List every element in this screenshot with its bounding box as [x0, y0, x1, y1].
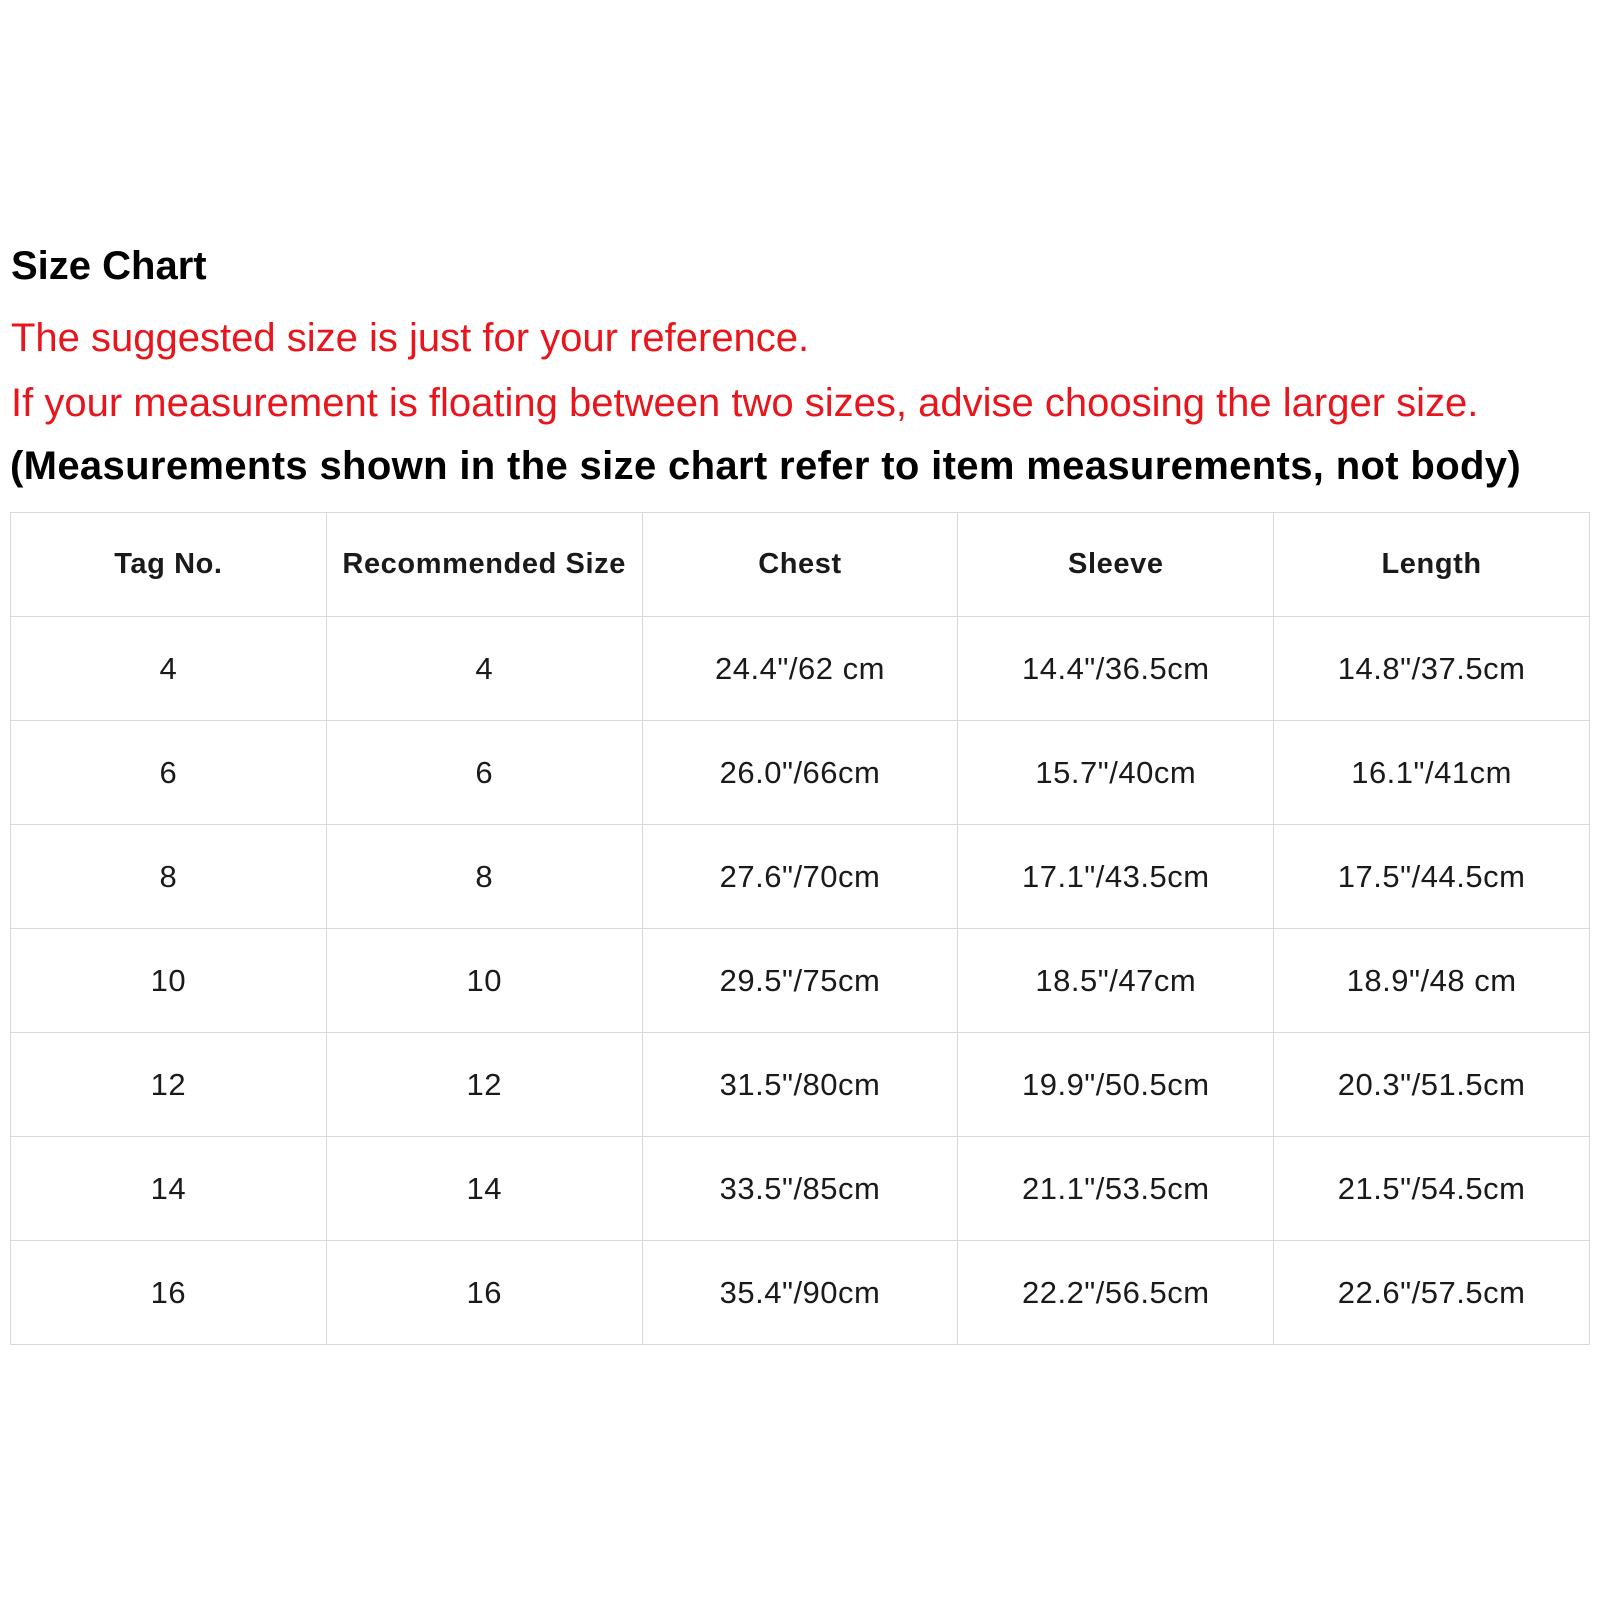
length-cell: 20.3"/51.5cm — [1274, 1033, 1590, 1137]
table-row — [11, 1137, 1590, 1241]
table-row — [11, 721, 1590, 825]
sleeve-cell: 15.7"/40cm — [958, 721, 1274, 825]
tag-no-cell: 4 — [11, 617, 327, 721]
length-cell: 22.6"/57.5cm — [1274, 1241, 1590, 1345]
recommended-size-cell: 12 — [326, 1033, 642, 1137]
recommended-size-cell: 14 — [326, 1137, 642, 1241]
chest-cell: 24.4"/62 cm — [642, 617, 958, 721]
length-cell: 17.5"/44.5cm — [1274, 825, 1590, 929]
chest-cell: 26.0"/66cm — [642, 721, 958, 825]
tag-no-cell: 6 — [11, 721, 327, 825]
tag-no-cell: 12 — [11, 1033, 327, 1137]
chest-cell: 31.5"/80cm — [642, 1033, 958, 1137]
length-cell: 18.9"/48 cm — [1274, 929, 1590, 1033]
tag-no-cell: 8 — [11, 825, 327, 929]
reference-note: The suggested size is just for your reference. — [11, 316, 810, 360]
recommended-size-cell: 4 — [326, 617, 642, 721]
column-header-sleeve: Sleeve — [958, 513, 1274, 617]
table-row — [11, 617, 1590, 721]
sleeve-cell: 17.1"/43.5cm — [958, 825, 1274, 929]
sleeve-cell: 19.9"/50.5cm — [958, 1033, 1274, 1137]
table-header-row — [11, 513, 1590, 617]
sleeve-cell: 18.5"/47cm — [958, 929, 1274, 1033]
column-header-length: Length — [1274, 513, 1590, 617]
column-header-tag-no: Tag No. — [11, 513, 327, 617]
recommended-size-cell: 16 — [326, 1241, 642, 1345]
chest-cell: 33.5"/85cm — [642, 1137, 958, 1241]
length-cell: 16.1"/41cm — [1274, 721, 1590, 825]
tag-no-cell: 14 — [11, 1137, 327, 1241]
recommended-size-cell: 10 — [326, 929, 642, 1033]
length-cell: 21.5"/54.5cm — [1274, 1137, 1590, 1241]
table-row — [11, 825, 1590, 929]
recommended-size-cell: 8 — [326, 825, 642, 929]
table-row — [11, 1033, 1590, 1137]
measurement-disclaimer: (Measurements shown in the size chart refer to item measurements, not body) — [10, 444, 1522, 488]
sleeve-cell: 14.4"/36.5cm — [958, 617, 1274, 721]
tag-no-cell: 16 — [11, 1241, 327, 1345]
sleeve-cell: 22.2"/56.5cm — [958, 1241, 1274, 1345]
sleeve-cell: 21.1"/53.5cm — [958, 1137, 1274, 1241]
size-advice-note: If your measurement is floating between two sizes, advise choosing the larger size. — [11, 381, 1479, 425]
tag-no-cell: 10 — [11, 929, 327, 1033]
table-row — [11, 929, 1590, 1033]
page-title: Size Chart — [11, 244, 207, 288]
length-cell: 14.8"/37.5cm — [1274, 617, 1590, 721]
chest-cell: 27.6"/70cm — [642, 825, 958, 929]
column-header-chest: Chest — [642, 513, 958, 617]
table-row — [11, 1241, 1590, 1345]
column-header-recommended-size: Recommended Size — [326, 513, 642, 617]
size-chart-table — [10, 512, 1590, 1345]
chest-cell: 29.5"/75cm — [642, 929, 958, 1033]
recommended-size-cell: 6 — [326, 721, 642, 825]
chest-cell: 35.4"/90cm — [642, 1241, 958, 1345]
